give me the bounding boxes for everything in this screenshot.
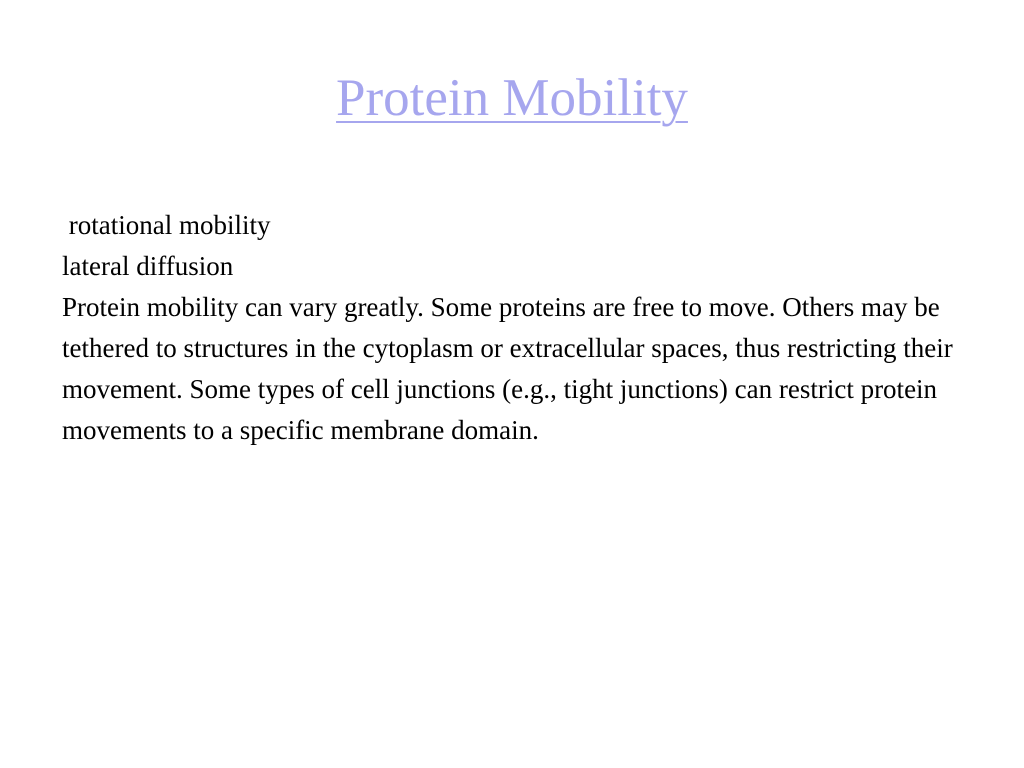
body-line-rotational-mobility: rotational mobility	[62, 210, 271, 240]
body-paragraph: Protein mobility can vary greatly. Some proteins are free to move. Others may be tethered to structures in the cytoplasm or extracellular spaces, thus restricting their movement. Some types of cell junctions (e.g., tight junctions) can restrict protein movements to a specific membrane domain.	[62, 292, 953, 445]
body-line-lateral-diffusion: lateral diffusion	[62, 251, 234, 281]
slide-body	[62, 205, 982, 451]
slide-title-link[interactable]: Protein Mobility	[336, 69, 688, 127]
slide-title	[0, 66, 1024, 130]
